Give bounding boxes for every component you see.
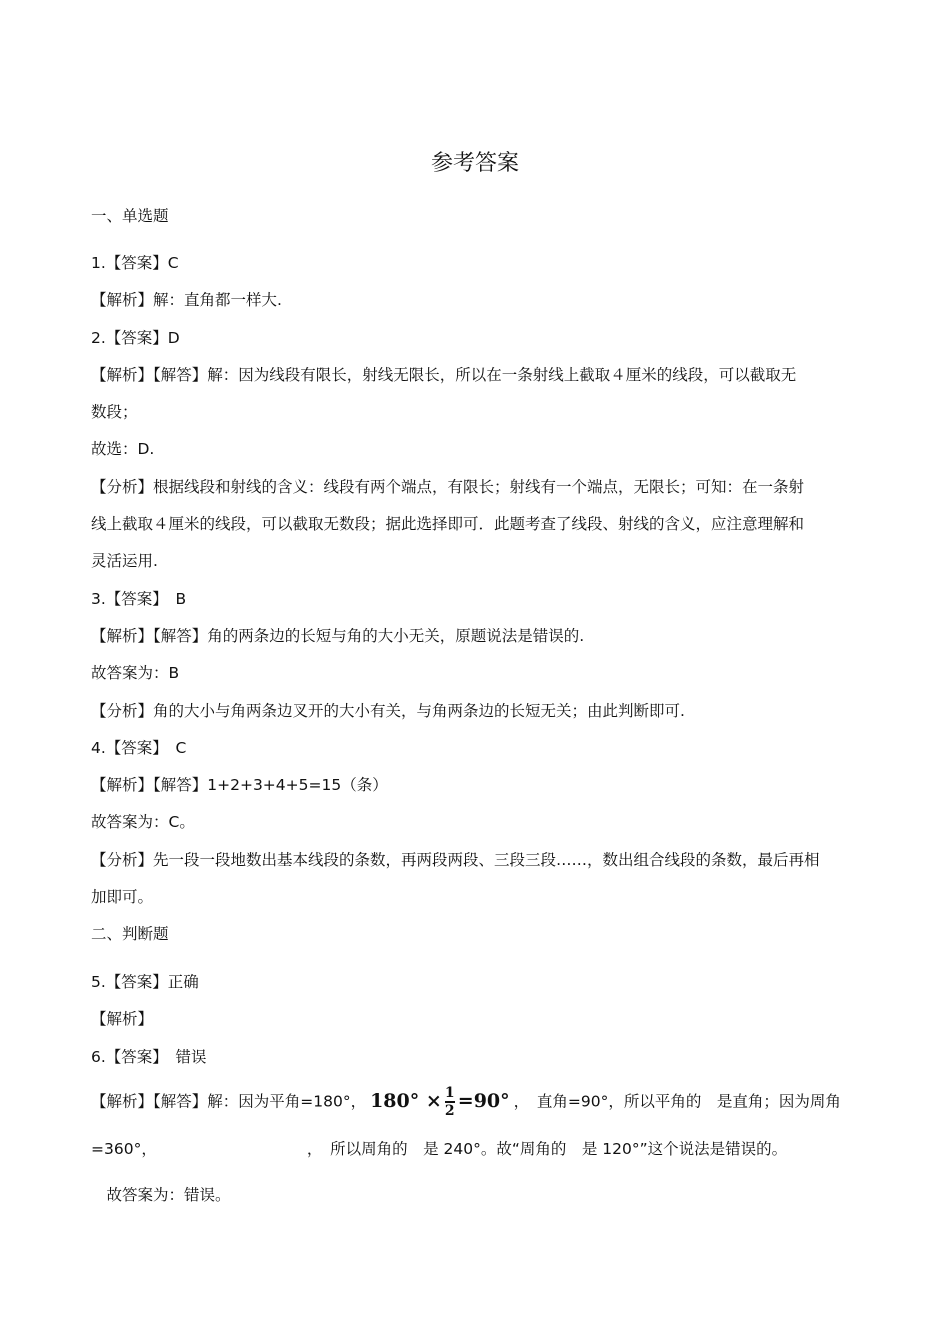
q6-analysis-line-2: [91, 1138, 787, 1160]
eq-times: ×: [425, 1090, 442, 1112]
answer-line: 6.【答案】 错误: [91, 1048, 207, 1066]
analysis-line: 【解析】解：直角都一样大.: [91, 291, 282, 309]
equation: [370, 1086, 510, 1118]
analysis-line: 【解析】: [91, 1010, 154, 1028]
analysis-line: 故答案为：C。: [91, 813, 195, 831]
analysis-line: 故选：D.: [91, 440, 155, 458]
q6-analysis-line-1: [91, 1086, 841, 1118]
analysis-line: 灵活运用.: [91, 552, 158, 570]
analysis-line: 加即可。: [91, 888, 154, 906]
analysis-line: 【解析】【解答】解：因为线段有限长，射线无限长，所以在一条射线上截取４厘米的线段，可以截取无: [91, 366, 797, 384]
analysis-line: 【分析】先一段一段地数出基本线段的条数，再两段两段、三段三段……，数出组合线段的条数，最后再相: [91, 851, 820, 869]
fraction-numerator: 1: [444, 1085, 455, 1101]
answer-line: 1.【答案】C: [91, 254, 179, 272]
fraction-denominator: 2: [444, 1103, 455, 1119]
eq-right: =90°: [457, 1090, 510, 1112]
analysis-line: 【解析】【解答】1+2+3+4+5=15（条）: [91, 776, 388, 794]
section-heading-judgement: 二、判断题: [91, 925, 169, 943]
answer-line: 3.【答案】 B: [91, 590, 187, 608]
eq-left: 180°: [370, 1090, 420, 1112]
answer-line: 5.【答案】正确: [91, 973, 199, 991]
analysis-line: 故答案为：B: [91, 664, 180, 682]
page-title: 参考答案: [430, 151, 519, 176]
q6-text-d: ， 所以周角的 是 240°。故“周角的 是 120°”这个说法是错误的。: [306, 1140, 788, 1158]
analysis-line: 【分析】根据线段和射线的含义：线段有两个端点，有限长；射线有一个端点，无限长；可知：在一条射: [91, 478, 805, 496]
analysis-line: 数段；: [91, 403, 138, 421]
answer-line: 2.【答案】D: [91, 329, 180, 347]
section-heading-single-choice: 一、单选题: [91, 207, 169, 225]
q6-text-b: ， 直角=90°，所以平角的 是直角；因为周角: [513, 1092, 841, 1111]
q6-text-a: 【解析】【解答】解：因为平角=180°，: [91, 1092, 367, 1111]
fraction: [445, 1086, 455, 1118]
analysis-line: 【分析】角的大小与角两条边叉开的大小有关，与角两条边的长短无关；由此判断即可.: [91, 702, 685, 720]
analysis-line: 【解析】【解答】角的两条边的长短与角的大小无关，原题说法是错误的.: [91, 627, 585, 645]
q6-text-c: =360°，: [91, 1140, 157, 1158]
analysis-line: 线上截取４厘米的线段，可以截取无数段；据此选择即可．此题考查了线段、射线的含义，应注意理解和: [91, 515, 805, 533]
answer-line: 4.【答案】 C: [91, 739, 187, 757]
q6-conclusion: 故答案为：错误。: [91, 1186, 231, 1204]
